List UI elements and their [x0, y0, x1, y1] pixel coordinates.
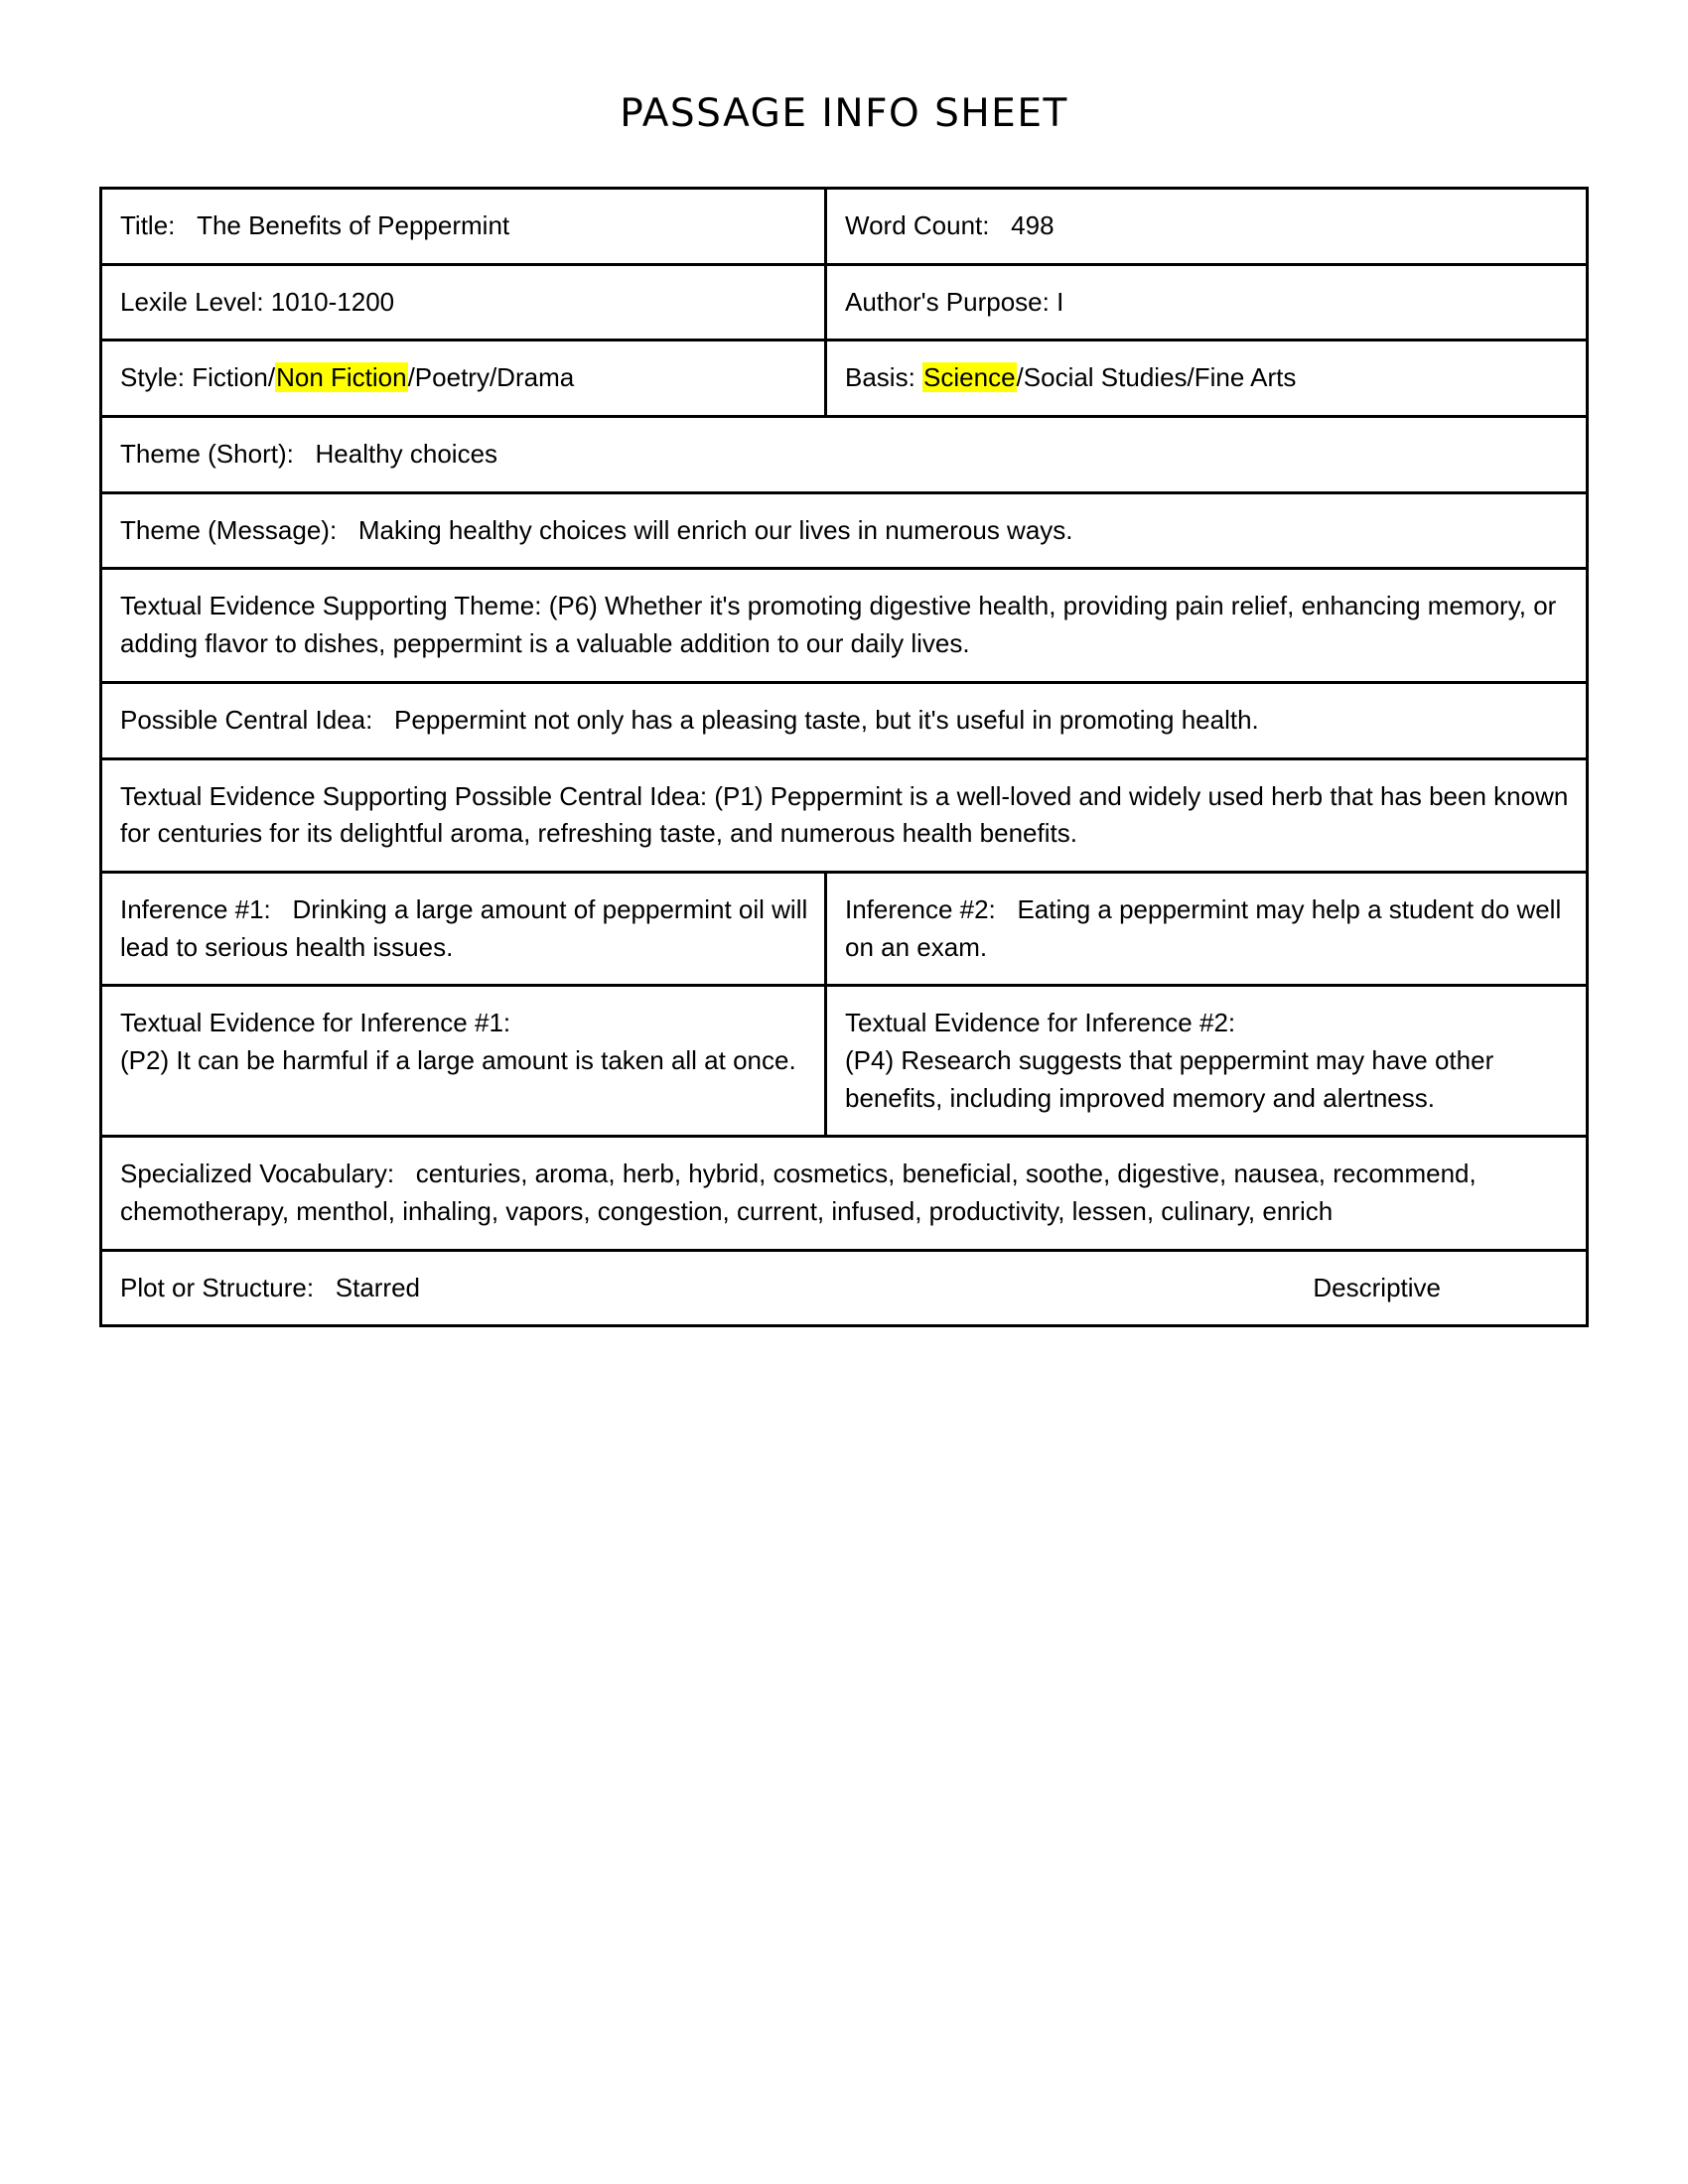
cell-lexile-level — [102, 266, 827, 340]
table-row-theme-short — [102, 418, 1586, 494]
central-idea-label: Possible Central Idea: — [120, 704, 373, 735]
plot-structure-value: Starred — [335, 1272, 421, 1302]
basis-label: Basis: — [845, 362, 915, 393]
cell-central-idea — [102, 684, 1586, 757]
style-option-fiction: Fiction/ — [192, 362, 276, 393]
central-idea-evidence-label: Textual Evidence Supporting Possible Central Idea: — [120, 780, 708, 811]
table-row-theme-evidence — [102, 570, 1586, 683]
inference1-value: Drinking a large amount of peppermint oil will lead to serious health issues. — [120, 893, 808, 962]
title-value: The Benefits of Peppermint — [197, 210, 510, 240]
table-row-style-basis — [102, 341, 1586, 418]
style-options-remaining: /Poetry/Drama — [407, 362, 575, 393]
table-row-lexile-purpose — [102, 266, 1586, 342]
basis-option-science-highlighted: Science — [923, 362, 1016, 393]
inference2-label: Inference #2: — [845, 893, 996, 924]
vocabulary-value: centuries, aroma, herb, hybrid, cosmetics, beneficial, soothe, digestive, nausea, recommend, chemotherapy, menthol, inhaling, vapors, congestion, current, infused, productivity, lessen, culinary, enrich — [120, 1159, 1477, 1226]
theme-message-label: Theme (Message): — [120, 514, 338, 545]
authors-purpose-label: Author's Purpose: — [845, 286, 1050, 317]
style-option-nonfiction-highlighted: Non Fiction — [276, 362, 407, 393]
cell-specialized-vocabulary — [102, 1138, 1586, 1248]
table-row-inferences — [102, 874, 1586, 987]
inference1-evidence-value: (P2) It can be harmful if a large amount is taken all at once. — [120, 1044, 796, 1075]
cell-theme-evidence — [102, 570, 1586, 680]
cell-authors-purpose — [827, 266, 1586, 340]
inference2-value: Eating a peppermint may help a student do well on an exam. — [845, 893, 1562, 962]
table-row-plot-structure — [102, 1252, 1586, 1325]
cell-inference-1 — [102, 874, 827, 984]
table-row-inference-evidence — [102, 987, 1586, 1138]
plot-structure-primary — [120, 1270, 420, 1307]
cell-inference-2-evidence — [827, 987, 1586, 1135]
plot-structure-secondary: Descriptive — [1313, 1272, 1441, 1302]
authors-purpose-value: I — [1056, 286, 1064, 317]
cell-theme-short — [102, 418, 1586, 491]
central-idea-value: Peppermint not only has a pleasing taste, but it's useful in promoting health. — [394, 704, 1259, 735]
theme-evidence-label: Textual Evidence Supporting Theme: — [120, 591, 542, 621]
cell-inference-2 — [827, 874, 1586, 984]
table-row-central-idea — [102, 684, 1586, 760]
theme-short-label: Theme (Short): — [120, 439, 294, 470]
cell-plot-structure — [102, 1252, 1586, 1325]
table-row-vocabulary — [102, 1138, 1586, 1251]
plot-structure-label: Plot or Structure: — [120, 1272, 315, 1302]
inference1-label: Inference #1: — [120, 893, 271, 924]
style-label: Style: — [120, 362, 186, 393]
cell-word-count — [827, 190, 1586, 263]
cell-title — [102, 190, 827, 263]
page-title: PASSAGE INFO SHEET — [620, 91, 1068, 136]
table-row-theme-message — [102, 494, 1586, 571]
inference1-evidence-label: Textual Evidence for Inference #1: — [120, 1008, 511, 1038]
theme-short-value: Healthy choices — [315, 439, 498, 470]
passage-info-table — [99, 187, 1589, 1327]
table-row-title-wordcount — [102, 190, 1586, 266]
word-count-label: Word Count: — [845, 210, 990, 240]
cell-central-idea-evidence — [102, 760, 1586, 871]
central-idea-evidence-value: (P1) Peppermint is a well-loved and widely used herb that has been known for centuries for its delightful aroma, refreshing taste, and numerous health benefits. — [120, 780, 1569, 849]
theme-evidence-value: (P6) Whether it's promoting digestive health, providing pain relief, enhancing memory, or adding flavor to dishes, peppermint is a valuable addition to our daily lives. — [120, 591, 1557, 659]
cell-style — [102, 341, 827, 415]
title-label: Title: — [120, 210, 176, 240]
basis-options-remaining: /Social Studies/Fine Arts — [1016, 362, 1297, 393]
inference2-evidence-label: Textual Evidence for Inference #2: — [845, 1008, 1236, 1038]
cell-inference-1-evidence — [102, 987, 827, 1135]
table-row-central-idea-evidence — [102, 760, 1586, 874]
cell-theme-message — [102, 494, 1586, 568]
word-count-value: 498 — [1011, 210, 1055, 240]
theme-message-value: Making healthy choices will enrich our lives in numerous ways. — [357, 514, 1073, 545]
lexile-label: Lexile Level: — [120, 286, 264, 317]
cell-basis — [827, 341, 1586, 415]
vocabulary-label: Specialized Vocabulary: — [120, 1159, 395, 1189]
inference2-evidence-value: (P4) Research suggests that peppermint may have other benefits, including improved memory and alertness. — [845, 1044, 1494, 1113]
lexile-value: 1010-1200 — [270, 286, 395, 317]
